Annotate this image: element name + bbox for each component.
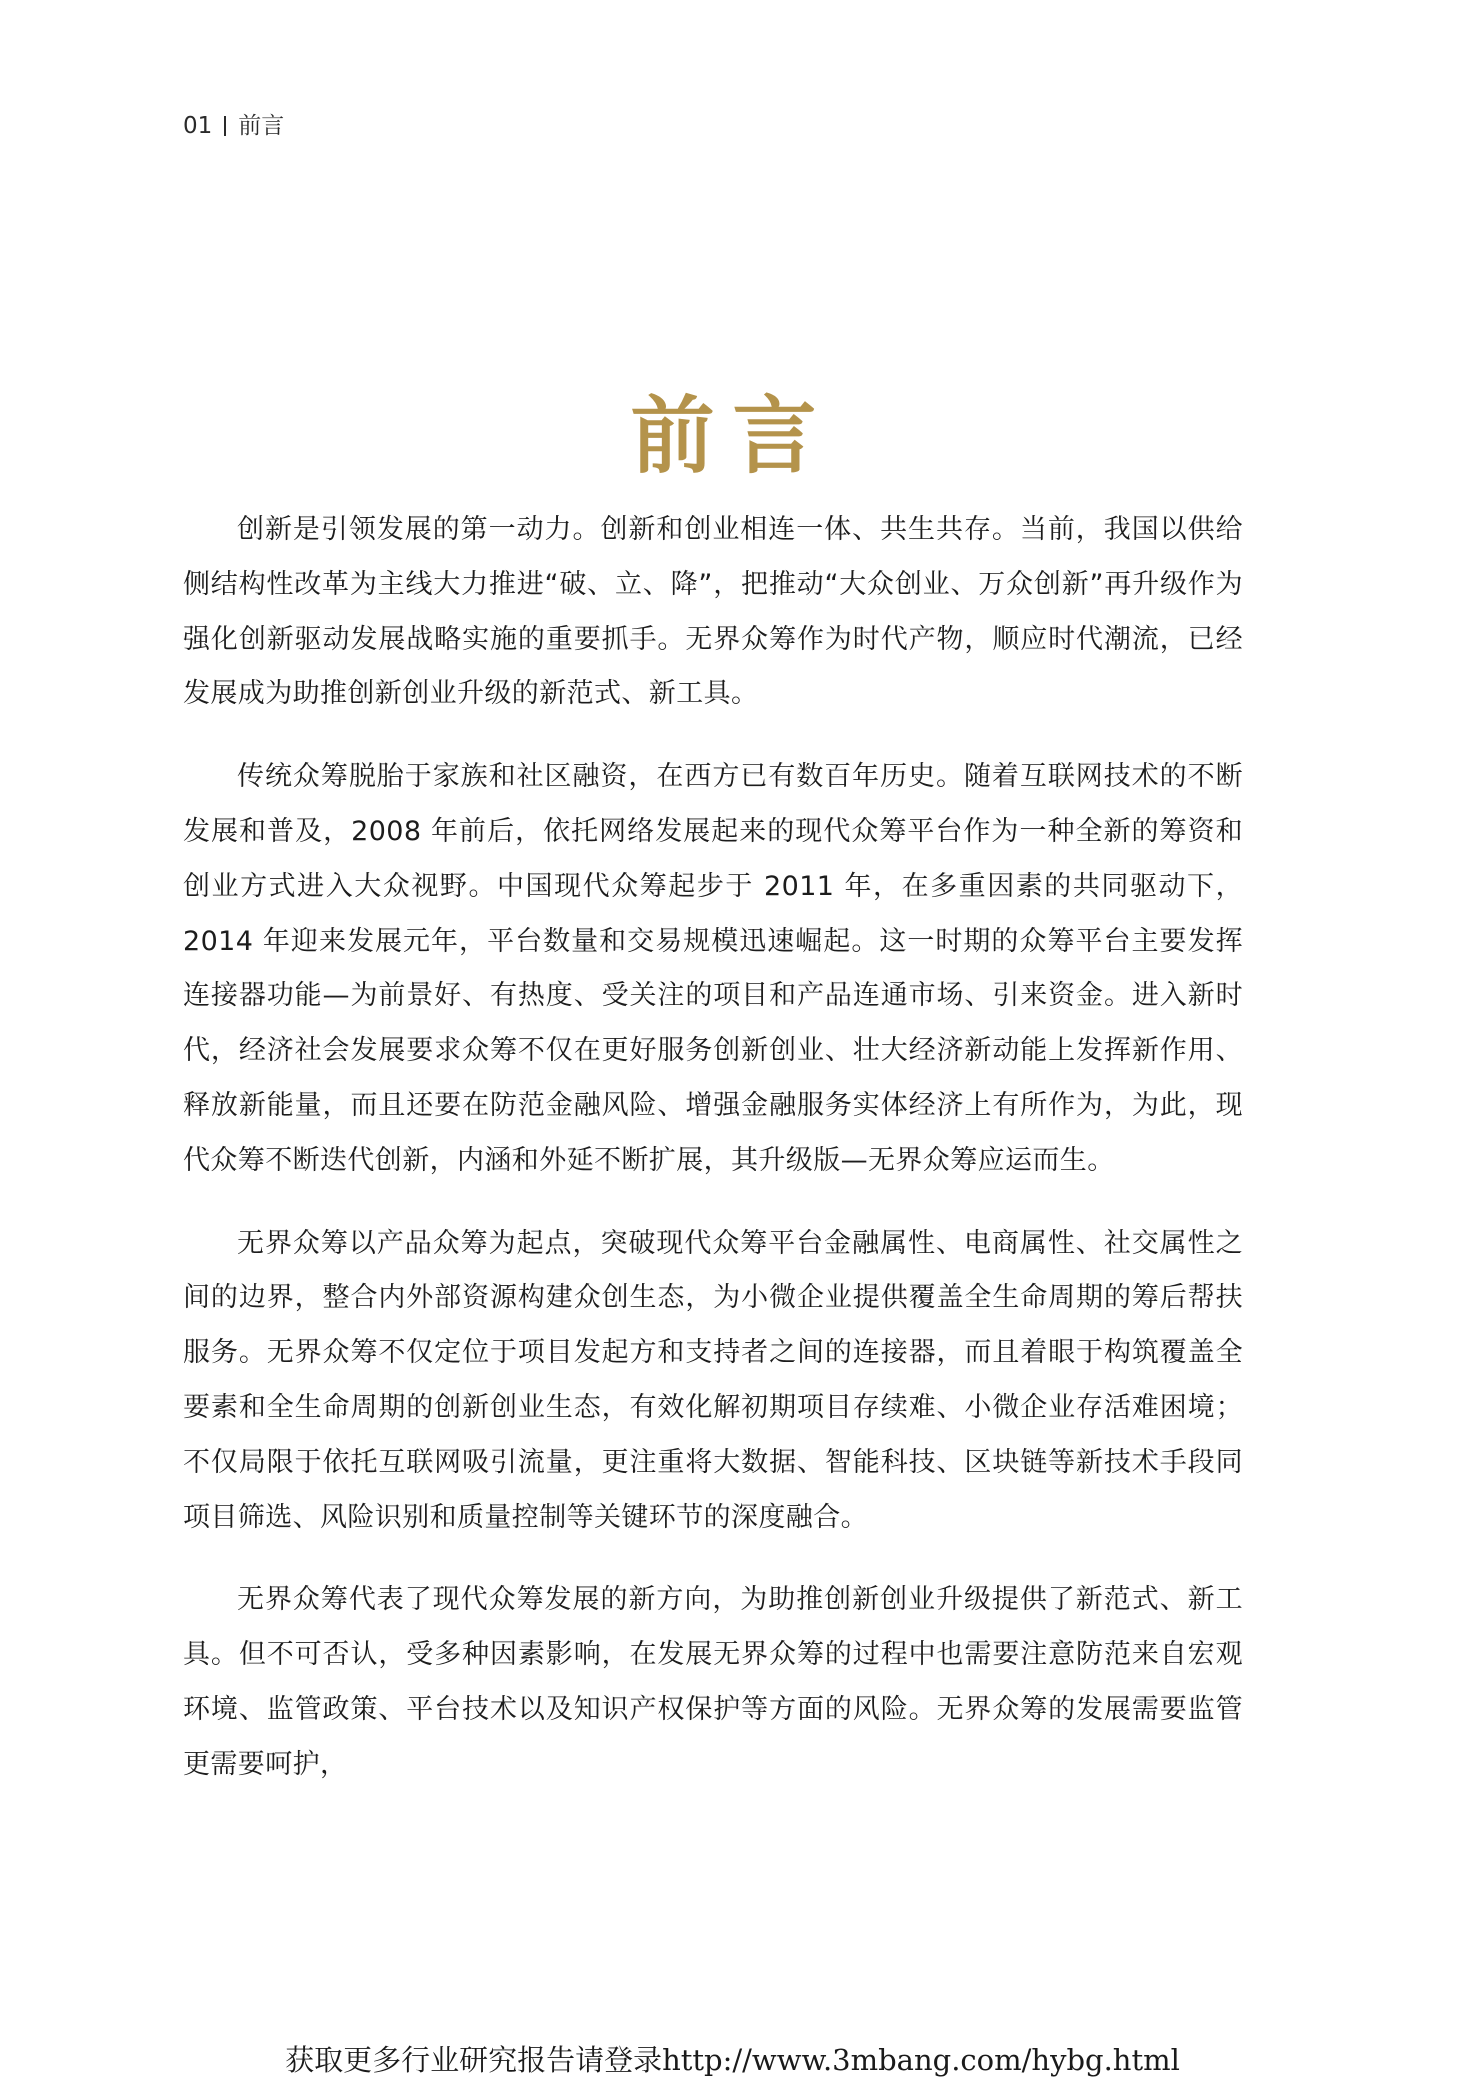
paragraph-3: 无界众筹以产品众筹为起点，突破现代众筹平台金融属性、电商属性、社交属性之间的边界，整合内外部资源构建众创生态，为小微企业提供覆盖全生命周期的筹后帮扶服务。无界众筹不仅定位于项目发起方和支持者之间的连接器，而且着眼于构筑覆盖全要素和全生命周期的创新创业生态，有效化解初期项目存续难、小微企业存活难困境；不仅局限于依托互联网吸引流量，更注重将大数据、智能科技、区块链等新技术手段同项目筛选、风险识别和质量控制等关键环节的深度融合。: [183, 1227, 1243, 1533]
running-header: [183, 110, 284, 142]
paragraph-4: 无界众筹代表了现代众筹发展的新方向，为助推创新创业升级提供了新范式、新工具。但不可否认，受多种因素影响，在发展无界众筹的过程中也需要注意防范来自宏观环境、监管政策、平台技术以及知识产权保护等方面的风险。无界众筹的发展需要监管更需要呵护，: [183, 1584, 1243, 1780]
header-divider: [224, 116, 226, 136]
paragraph-1: 创新是引领发展的第一动力。创新和创业相连一体、共生共存。当前，我国以供给侧结构性改革为主线大力推进“破、立、降”，把推动“大众创业、万众创新”再升级作为强化创新驱动发展战略实施的重要抓手。无界众筹作为时代产物，顺应时代潮流，已经发展成为助推创新创业升级的新范式、新工具。: [183, 514, 1243, 710]
body-text: [183, 503, 1243, 1821]
paragraph-2: 传统众筹脱胎于家族和社区融资，在西方已有数百年历史。随着互联网技术的不断发展和普及，2008 年前后，依托网络发展起来的现代众筹平台作为一种全新的筹资和创业方式进入大众视野。中国现代众筹起步于 2011 年，在多重因素的共同驱动下，2014 年迎来发展元年，平台数量和交易规模迅速崛起。这一时期的众筹平台主要发挥连接器功能—为前景好、有热度、受关注的项目和产品连通市场、引来资金。进入新时代，经济社会发展要求众筹不仅在更好服务创新创业、壮大经济新动能上发挥新作用、释放新能量，而且还要在防范金融风险、增强金融服务实体经济上有所作为，为此，现代众筹不断迭代创新，内涵和外延不断扩展，其升级版—无界众筹应运而生。: [183, 761, 1243, 1176]
header-section-title: 前言: [238, 113, 285, 139]
footer-link[interactable]: 获取更多行业研究报告请登录http://www.3mbang.com/hybg.html: [285, 2043, 1180, 2077]
page-number: 01: [183, 113, 213, 139]
page-title: 前言: [630, 387, 835, 486]
